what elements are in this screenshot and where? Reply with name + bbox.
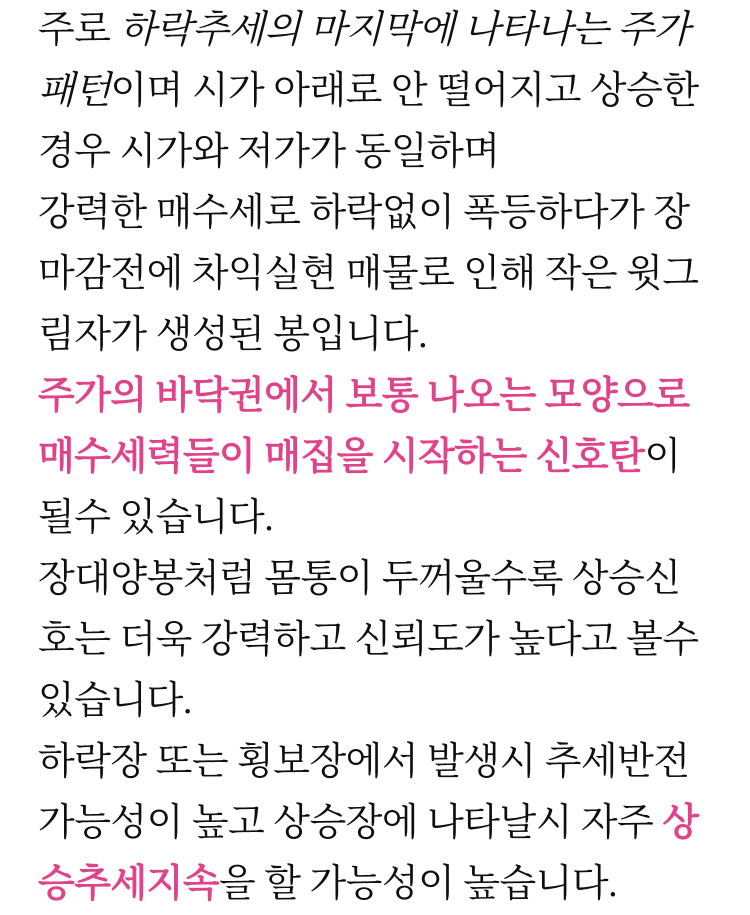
text-segment-normal: 장대양봉처럼 몸통이 두꺼울수록 상승신호는 더욱 강력하고 신뢰도가 높다고 볼수 있습니다.	[38, 558, 699, 722]
paragraph	[38, 732, 714, 915]
paragraph	[38, 0, 714, 183]
paragraph	[38, 183, 714, 366]
text-segment-pink-bold: 주가의 바닥권에서 보통 나오는 모양으로 매수세력들이 매집을 시작하는 신호탄	[38, 375, 690, 478]
text-segment-pink-bold: 상승추세지속	[38, 802, 699, 905]
text-segment-normal: 이며 시가 아래로 안 떨어지고 상승한 경우 시가와 저가가 동일하며	[38, 70, 699, 173]
text-segment-normal: 하락장 또는 횡보장에서 발생시 추세반전 가능성이 높고 상승장에 나타날시 자주	[38, 741, 690, 844]
text-segment-normal: 을 할 가능성이 높습니다.	[219, 863, 618, 905]
paragraph	[38, 366, 714, 549]
text-segment-italic: 하락추세의 마지막에 나타나는 주가패턴	[38, 9, 690, 112]
text-segment-normal: 이 될수 있습니다.	[38, 436, 681, 539]
text-segment-normal: 주로	[38, 9, 120, 51]
text-segment-normal: 강력한 매수세로 하락없이 폭등하다가 장 마감전에 차익실현 매물로 인해 작은 윗그림자가 생성된 봉입니다.	[38, 192, 699, 356]
paragraph	[38, 549, 714, 732]
